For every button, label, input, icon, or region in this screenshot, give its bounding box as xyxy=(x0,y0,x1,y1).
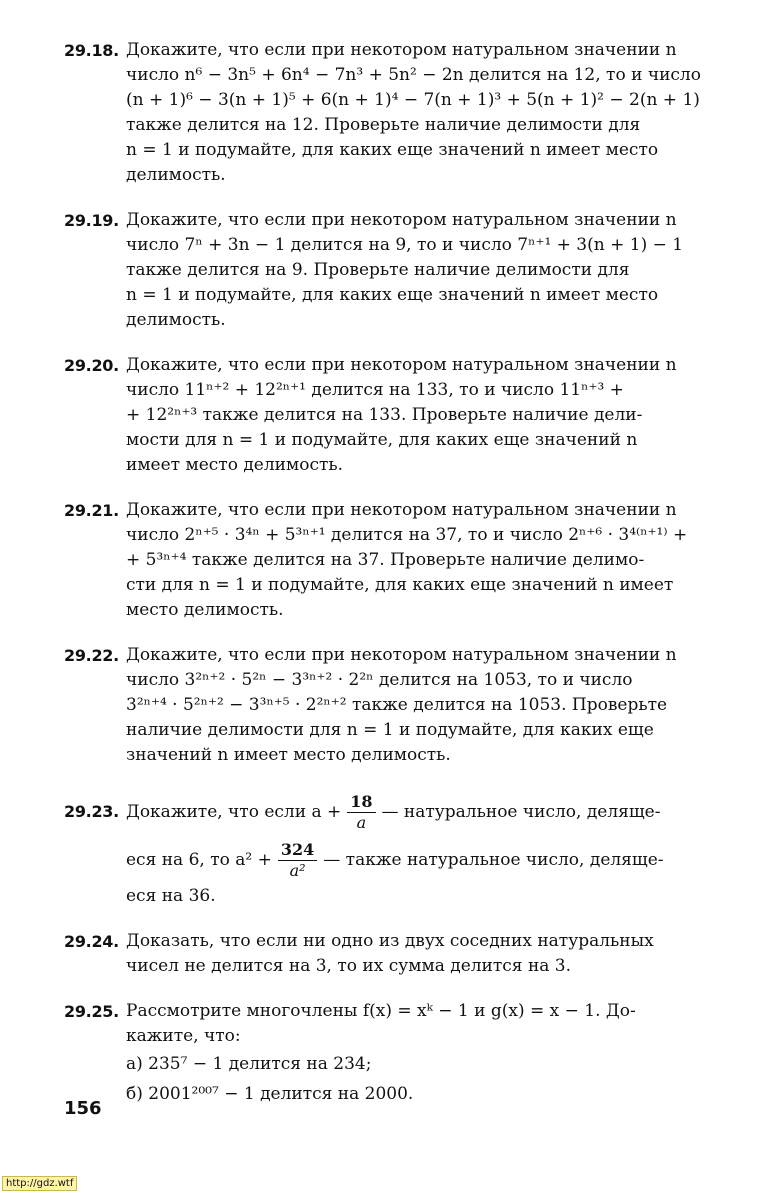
problem-29-24 xyxy=(64,929,732,979)
problem-number: 29.20. xyxy=(64,356,119,375)
text-line: значений n имеет место делимость. xyxy=(126,745,451,765)
text-line: делимость. xyxy=(126,310,226,330)
problem-text xyxy=(126,999,732,1109)
text-line: мости для n = 1 и подумайте, для каких еще значений n xyxy=(126,430,638,450)
textbook-page xyxy=(64,38,732,1129)
text-line: n = 1 и подумайте, для каких еще значений n имеет место xyxy=(126,140,659,160)
text-fragment: — также натуральное число, деляще- xyxy=(323,849,664,870)
problem-number: 29.19. xyxy=(64,211,119,230)
text-line: место делимость. xyxy=(126,600,284,620)
text-fragment: Докажите, что если a + xyxy=(126,801,342,822)
fraction-numerator: 18 xyxy=(347,793,375,813)
text-line: (n + 1)⁶ − 3(n + 1)⁵ + 6(n + 1)⁴ − 7(n + 1)³ + 5(n + 1)² − 2(n + 1) xyxy=(126,90,700,110)
text-line: число 2ⁿ⁺⁵ · 3⁴ⁿ + 5³ⁿ⁺¹ делится на 37, то и число 2ⁿ⁺⁶ · 3⁴⁽ⁿ⁺¹⁾ + xyxy=(126,525,688,545)
sub-item-a: а) 235⁷ − 1 делится на 234; xyxy=(126,1054,372,1074)
text-line: наличие делимости для n = 1 и подумайте, для каких еще xyxy=(126,720,654,740)
text-line: делимость. xyxy=(126,165,226,185)
problem-text xyxy=(126,38,732,188)
fraction-denominator: a² xyxy=(289,860,306,880)
text-line: n = 1 и подумайте, для каких еще значений n имеет место xyxy=(126,285,659,305)
text-line: + 12²ⁿ⁺³ также делится на 133. Проверьте наличие дели- xyxy=(126,405,643,425)
text-line: Рассмотрите многочлены f(x) = xᵏ − 1 и g(x) = x − 1. До- xyxy=(126,1001,636,1021)
problem-number: 29.25. xyxy=(64,1002,119,1021)
text-line: число 7ⁿ + 3n − 1 делится на 9, то и число 7ⁿ⁺¹ + 3(n + 1) − 1 xyxy=(126,235,684,255)
problem-text xyxy=(126,353,732,478)
problem-29-20 xyxy=(64,353,732,478)
text-line: имеет место делимость. xyxy=(126,455,344,475)
text-line: Докажите, что если при некотором натуральном значении n xyxy=(126,500,677,520)
problem-number: 29.18. xyxy=(64,41,119,60)
problem-number: 29.23. xyxy=(64,802,119,821)
problem-text xyxy=(126,208,732,333)
problem-29-22 xyxy=(64,643,732,768)
text-line: Докажите, что если при некотором натуральном значении n xyxy=(126,355,677,375)
text-fragment: еся на 6, то a² + xyxy=(126,849,272,870)
problem-text xyxy=(126,498,732,623)
problem-29-23 xyxy=(64,788,732,909)
fraction-denominator: a xyxy=(356,812,367,832)
problem-number: 29.24. xyxy=(64,932,119,951)
fraction-numerator: 324 xyxy=(278,841,317,861)
text-line: кажите, что: xyxy=(126,1026,241,1046)
text-line: еся на 36. xyxy=(126,886,216,906)
text-line: сти для n = 1 и подумайте, для каких еще значений n имеет xyxy=(126,575,674,595)
problem-number: 29.21. xyxy=(64,501,119,520)
problem-text xyxy=(126,643,732,768)
problem-text xyxy=(126,929,732,979)
text-line: Доказать, что если ни одно из двух соседних натуральных xyxy=(126,931,654,951)
fraction xyxy=(347,793,375,832)
problem-number: 29.22. xyxy=(64,646,119,665)
text-line: Докажите, что если при некотором натуральном значении n xyxy=(126,645,677,665)
text-line: число 11ⁿ⁺² + 12²ⁿ⁺¹ делится на 133, то и число 11ⁿ⁺³ + xyxy=(126,380,624,400)
problem-29-19 xyxy=(64,208,732,333)
problem-29-25 xyxy=(64,999,732,1109)
problem-29-21 xyxy=(64,498,732,623)
text-line: 3²ⁿ⁺⁴ · 5²ⁿ⁺² − 3³ⁿ⁺⁵ · 2²ⁿ⁺² также делится на 1053. Проверьте xyxy=(126,695,668,715)
text-line: также делится на 9. Проверьте наличие делимости для xyxy=(126,260,630,280)
text-line: Докажите, что если при некотором натуральном значении n xyxy=(126,40,677,60)
text-line: Докажите, что если при некотором натуральном значении n xyxy=(126,210,677,230)
watermark-link[interactable]: http://gdz.wtf xyxy=(2,1176,77,1191)
text-line: чисел не делится на 3, то их сумма делится на 3. xyxy=(126,956,572,976)
text-line: также делится на 12. Проверьте наличие делимости для xyxy=(126,115,641,135)
sub-item-b: б) 2001²⁰⁰⁷ − 1 делится на 2000. xyxy=(126,1084,414,1104)
formula-line xyxy=(126,836,732,884)
problem-29-18 xyxy=(64,38,732,188)
text-line: число 3²ⁿ⁺² · 5²ⁿ − 3³ⁿ⁺² · 2²ⁿ делится на 1053, то и число xyxy=(126,670,633,690)
formula-line xyxy=(126,788,732,836)
fraction xyxy=(278,841,317,880)
text-line: + 5³ⁿ⁺⁴ также делится на 37. Проверьте наличие делимо- xyxy=(126,550,645,570)
text-line: число n⁶ − 3n⁵ + 6n⁴ − 7n³ + 5n² − 2n делится на 12, то и число xyxy=(126,65,701,85)
problem-text xyxy=(126,788,732,909)
text-fragment: — натуральное число, деляще- xyxy=(381,801,661,822)
page-number: 156 xyxy=(64,1098,102,1119)
